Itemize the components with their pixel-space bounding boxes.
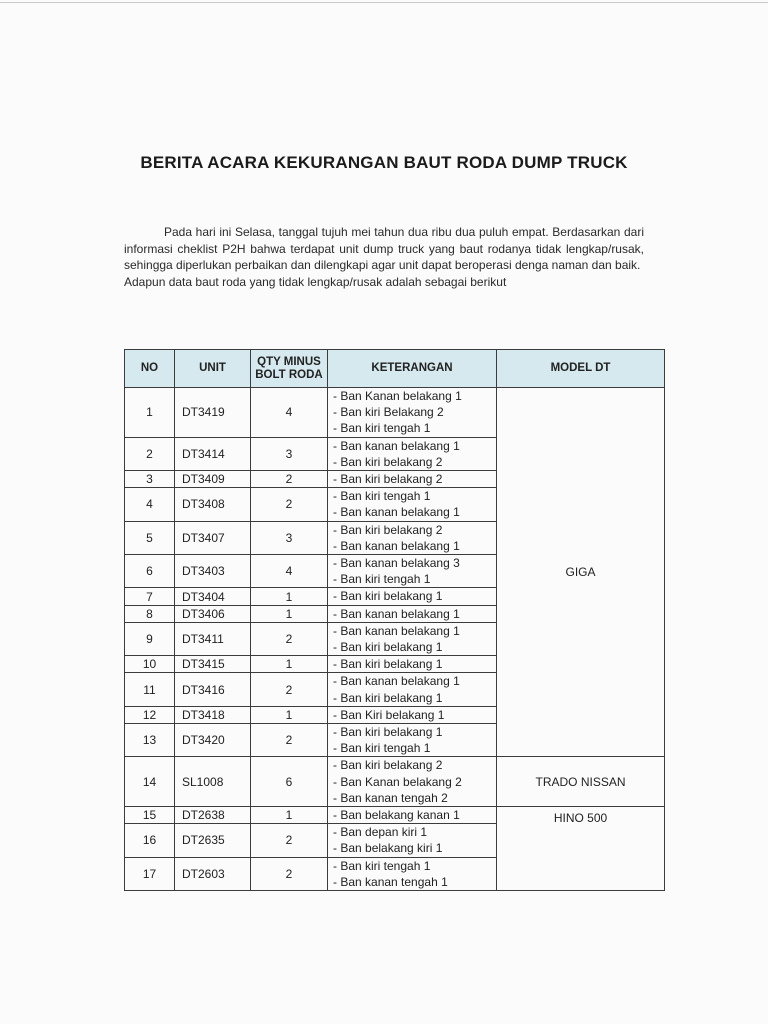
row-unit-cell: DT3416 <box>175 673 251 706</box>
row-unit-cell: DT3404 <box>175 588 251 605</box>
row-no-cell: 2 <box>125 437 175 470</box>
row-keterangan-cell <box>328 807 497 824</box>
table-row <box>125 807 665 824</box>
keterangan-line: - Ban kiri tengah 1 <box>333 489 431 504</box>
row-unit-cell: DT2638 <box>175 807 251 824</box>
row-keterangan-cell <box>328 388 497 438</box>
missing-bolt-table <box>124 349 665 891</box>
keterangan-line: - Ban Kanan belakang 1 <box>333 389 462 403</box>
keterangan-line: - Ban Kanan belakang 2 <box>333 774 462 789</box>
row-keterangan-cell <box>328 521 497 554</box>
keterangan-line: - Ban depan kiri 1 <box>333 825 428 840</box>
row-no-cell: 12 <box>125 706 175 723</box>
document-title: BERITA ACARA KEKURANGAN BAUT RODA DUMP TRUCK <box>140 153 628 172</box>
row-unit-cell: DT3411 <box>175 622 251 655</box>
row-no-cell: 7 <box>125 588 175 605</box>
row-qty-cell: 2 <box>251 622 328 655</box>
header-qty-line: QTY MINUS <box>257 355 321 368</box>
model-cell: HINO 500 <box>497 807 665 891</box>
table-row <box>125 757 665 807</box>
row-no-cell: 8 <box>125 605 175 622</box>
header-qty <box>251 350 328 388</box>
row-qty-cell: 3 <box>251 521 328 554</box>
row-keterangan-cell <box>328 656 497 673</box>
header-unit: UNIT <box>175 350 251 388</box>
row-no-cell: 14 <box>125 757 175 807</box>
row-no-cell: 4 <box>125 488 175 521</box>
row-keterangan-cell <box>328 588 497 605</box>
row-keterangan-cell <box>328 724 497 757</box>
model-cell: TRADO NISSAN <box>497 757 665 807</box>
row-unit-cell: DT3414 <box>175 437 251 470</box>
row-keterangan-cell <box>328 488 497 521</box>
row-no-cell: 6 <box>125 555 175 588</box>
keterangan-line: - Ban kiri belakang 2 <box>333 522 443 537</box>
model-cell: GIGA <box>497 388 665 757</box>
keterangan-line: - Ban kiri belakang 1 <box>333 725 443 740</box>
row-unit-cell: DT3420 <box>175 724 251 757</box>
keterangan-line: - Ban kiri belakang 1 <box>333 690 443 705</box>
keterangan-line: - Ban belakang kanan 1 <box>333 808 460 823</box>
row-keterangan-cell <box>328 706 497 723</box>
row-unit-cell: DT2603 <box>175 857 251 890</box>
keterangan-line: - Ban kanan tengah 2 <box>333 790 448 805</box>
keterangan-line: - Ban belakang kiri 1 <box>333 841 443 856</box>
keterangan-line: - Ban kiri tengah 1 <box>333 421 431 436</box>
keterangan-line: - Ban kiri Belakang 2 <box>333 405 444 420</box>
row-keterangan-cell <box>328 605 497 622</box>
row-keterangan-cell <box>328 673 497 706</box>
row-unit-cell: DT3409 <box>175 471 251 488</box>
row-qty-cell: 2 <box>251 673 328 706</box>
row-unit-cell: DT3415 <box>175 656 251 673</box>
header-qty-line: BOLT RODA <box>255 368 323 381</box>
keterangan-line: - Ban kiri belakang 2 <box>333 472 443 487</box>
row-no-cell: 9 <box>125 622 175 655</box>
header-model: MODEL DT <box>497 350 665 388</box>
row-keterangan-cell <box>328 824 497 857</box>
keterangan-line: - Ban kiri tengah 1 <box>333 572 431 587</box>
table-body <box>125 388 665 891</box>
row-unit-cell: DT3406 <box>175 605 251 622</box>
keterangan-line: - Ban kiri belakang 2 <box>333 454 443 469</box>
row-no-cell: 13 <box>125 724 175 757</box>
row-keterangan-cell <box>328 471 497 488</box>
row-qty-cell: 2 <box>251 488 328 521</box>
row-no-cell: 17 <box>125 857 175 890</box>
keterangan-line: - Ban kiri tengah 1 <box>333 741 431 756</box>
row-qty-cell: 1 <box>251 605 328 622</box>
row-keterangan-cell <box>328 857 497 890</box>
row-no-cell: 15 <box>125 807 175 824</box>
keterangan-line: - Ban kanan belakang 1 <box>333 674 460 689</box>
row-unit-cell: DT3418 <box>175 706 251 723</box>
row-unit-cell: DT2635 <box>175 824 251 857</box>
row-no-cell: 10 <box>125 656 175 673</box>
row-unit-cell: DT3407 <box>175 521 251 554</box>
table-header-row <box>125 350 665 388</box>
row-no-cell: 3 <box>125 471 175 488</box>
row-qty-cell: 1 <box>251 706 328 723</box>
row-qty-cell: 2 <box>251 824 328 857</box>
intro-text <box>124 224 644 290</box>
keterangan-line: - Ban kanan belakang 1 <box>333 606 460 621</box>
row-no-cell: 11 <box>125 673 175 706</box>
row-qty-cell: 1 <box>251 588 328 605</box>
keterangan-line: - Ban kiri tengah 1 <box>333 858 431 873</box>
keterangan-line: - Ban kanan belakang 1 <box>333 538 460 553</box>
intro-table-lead: Adapun data baut roda yang tidak lengkap/rusak adalah sebagai berikut <box>124 274 507 289</box>
keterangan-line: - Ban kanan belakang 1 <box>333 438 460 453</box>
keterangan-line: - Ban kanan tengah 1 <box>333 874 448 889</box>
row-unit-cell: DT3419 <box>175 388 251 438</box>
keterangan-line: - Ban kiri belakang 2 <box>333 758 443 773</box>
row-qty-cell: 1 <box>251 656 328 673</box>
keterangan-line: - Ban kanan belakang 3 <box>333 556 460 571</box>
keterangan-line: - Ban Kiri belakang 1 <box>333 707 445 722</box>
header-keterangan: KETERANGAN <box>328 350 497 388</box>
keterangan-line: - Ban kiri belakang 1 <box>333 589 443 604</box>
row-qty-cell: 4 <box>251 388 328 438</box>
keterangan-line: - Ban kiri belakang 1 <box>333 640 443 655</box>
scan-edge-line <box>0 2 768 3</box>
row-qty-cell: 3 <box>251 437 328 470</box>
keterangan-line: - Ban kanan belakang 1 <box>333 505 460 520</box>
row-qty-cell: 4 <box>251 555 328 588</box>
keterangan-line: - Ban kanan belakang 1 <box>333 623 460 638</box>
row-qty-cell: 2 <box>251 471 328 488</box>
header-no: NO <box>125 350 175 388</box>
row-no-cell: 5 <box>125 521 175 554</box>
row-qty-cell: 1 <box>251 807 328 824</box>
row-keterangan-cell <box>328 437 497 470</box>
row-qty-cell: 2 <box>251 724 328 757</box>
keterangan-line: - Ban kiri belakang 1 <box>333 657 443 672</box>
table-row <box>125 388 665 438</box>
row-keterangan-cell <box>328 622 497 655</box>
intro-paragraph: Pada hari ini Selasa, tanggal tujuh mei tahun dua ribu dua puluh empat. Berdasarkan dari informasi cheklist P2H bahwa terdapat unit dump truck yang baut rodanya tidak lengkap/rusak, sehingga diperlukan perbaikan dan dilengkapi agar unit dapat beroperasi denga naman dan baik. <box>124 225 644 272</box>
row-unit-cell: DT3408 <box>175 488 251 521</box>
row-no-cell: 16 <box>125 824 175 857</box>
row-no-cell: 1 <box>125 388 175 438</box>
row-unit-cell: SL1008 <box>175 757 251 807</box>
row-keterangan-cell <box>328 555 497 588</box>
row-keterangan-cell <box>328 757 497 807</box>
row-qty-cell: 6 <box>251 757 328 807</box>
row-qty-cell: 2 <box>251 857 328 890</box>
row-unit-cell: DT3403 <box>175 555 251 588</box>
